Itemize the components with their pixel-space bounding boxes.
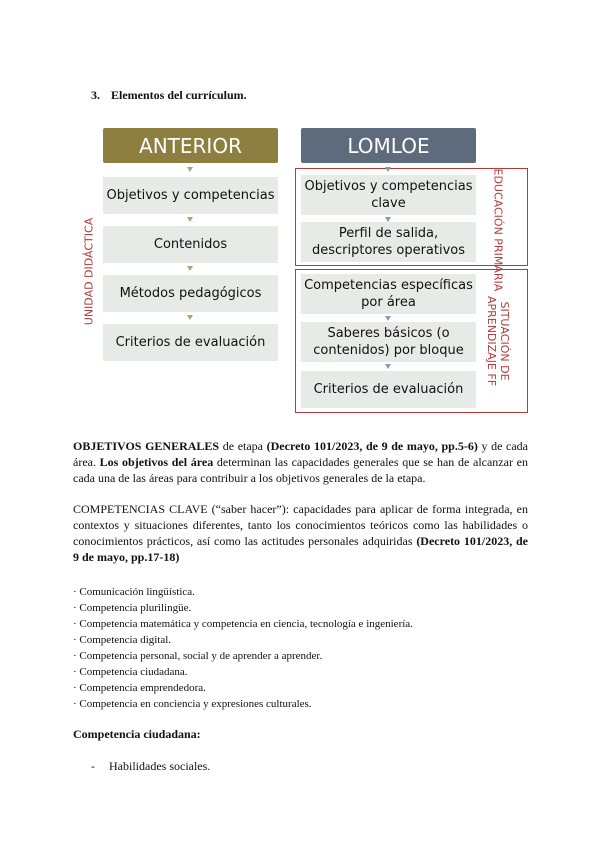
- objetivos-area-term: Los objetivos del área: [99, 455, 214, 469]
- flow-arrow: [187, 315, 193, 320]
- flow-arrow: [187, 266, 193, 271]
- para1-text: de etapa: [219, 439, 267, 453]
- lomloe-box-competencias: Competencias específicas por área: [301, 274, 476, 314]
- para1-text: determinan las capacidades generales que se han de alcanzar en cada una de las áreas para contribuir a los objetivos generales de la etapa.: [73, 455, 528, 485]
- ciudadana-title: Competencia ciudadana:: [73, 727, 201, 741]
- lomloe-box-objetivos: Objetivos y competencias clave: [301, 175, 476, 215]
- list-item: · Competencia plurilingüe.: [73, 602, 192, 614]
- educacion-primaria-label: EDUCACIÓN PRIMARIA: [491, 168, 505, 292]
- lomloe-box-criterios: Criterios de evaluación: [301, 371, 476, 408]
- competencias-paragraph: [73, 501, 528, 565]
- list-item: · Competencia digital.: [73, 634, 172, 646]
- anterior-box-metodos: Métodos pedagógicos: [103, 275, 278, 312]
- ciudadana-item: Habilidades sociales.: [109, 759, 211, 773]
- list-item: · Competencia ciudadana.: [73, 666, 188, 678]
- list-item: · Competencia matemática y competencia en ciencia, tecnología e ingeniería.: [73, 618, 413, 630]
- lomloe-box-perfil: Perfil de salida, descriptores operativos: [301, 222, 476, 262]
- situacion-aprendizaje-label: SITUACIÓN DE APRENDIZAJE FF: [485, 295, 511, 387]
- list-item: · Competencia personal, social y de aprender a aprender.: [73, 650, 323, 662]
- para1-text: y de cada área.: [73, 439, 529, 469]
- flow-arrow: [385, 167, 391, 172]
- list-item: · Competencia en conciencia y expresiones culturales.: [73, 698, 312, 710]
- anterior-box-objetivos: Objetivos y competencias: [103, 177, 278, 214]
- competencias-list: [73, 584, 413, 712]
- decreto-ref: (Decreto 101/2023, de 9 de mayo, pp.5-6): [266, 439, 478, 453]
- lomloe-box-saberes: Saberes básicos (o contenidos) por bloque: [301, 322, 476, 362]
- list-item: · Comunicación lingüística.: [73, 586, 195, 598]
- unidad-didactica-label: UNIDAD DIDÁCTICA: [82, 217, 96, 326]
- section-number: 3.: [91, 88, 100, 102]
- lomloe-header: LOMLOE: [301, 128, 476, 163]
- flow-arrow: [385, 316, 391, 321]
- flow-arrow: [187, 217, 193, 222]
- flow-arrow: [385, 364, 391, 369]
- anterior-box-criterios: Criterios de evaluación: [103, 324, 278, 361]
- anterior-header: ANTERIOR: [103, 128, 278, 163]
- anterior-box-contenidos: Contenidos: [103, 226, 278, 263]
- section-heading: [91, 88, 247, 103]
- list-item: · Competencia emprendedora.: [73, 682, 206, 694]
- objetivos-paragraph: [73, 438, 528, 486]
- flow-arrow: [187, 167, 193, 172]
- para2-text: (“saber hacer”): capacidades para aplicar de forma integrada, en contextos y situaciones diferentes, tanto los conocimientos teóricos como las habilidades o conocimientos prácticos, así como las actitudes personales adquiridas: [73, 502, 528, 548]
- decreto-ref: (Decreto 101/2023, de 9 de mayo, pp.17-18): [73, 534, 528, 564]
- objetivos-generales-term: OBJETIVOS GENERALES: [73, 439, 220, 453]
- competencias-clave-term: COMPETENCIAS CLAVE: [73, 502, 208, 516]
- section-title: Elementos del currículum.: [111, 88, 247, 102]
- ciudadana-bullet: -: [91, 759, 95, 773]
